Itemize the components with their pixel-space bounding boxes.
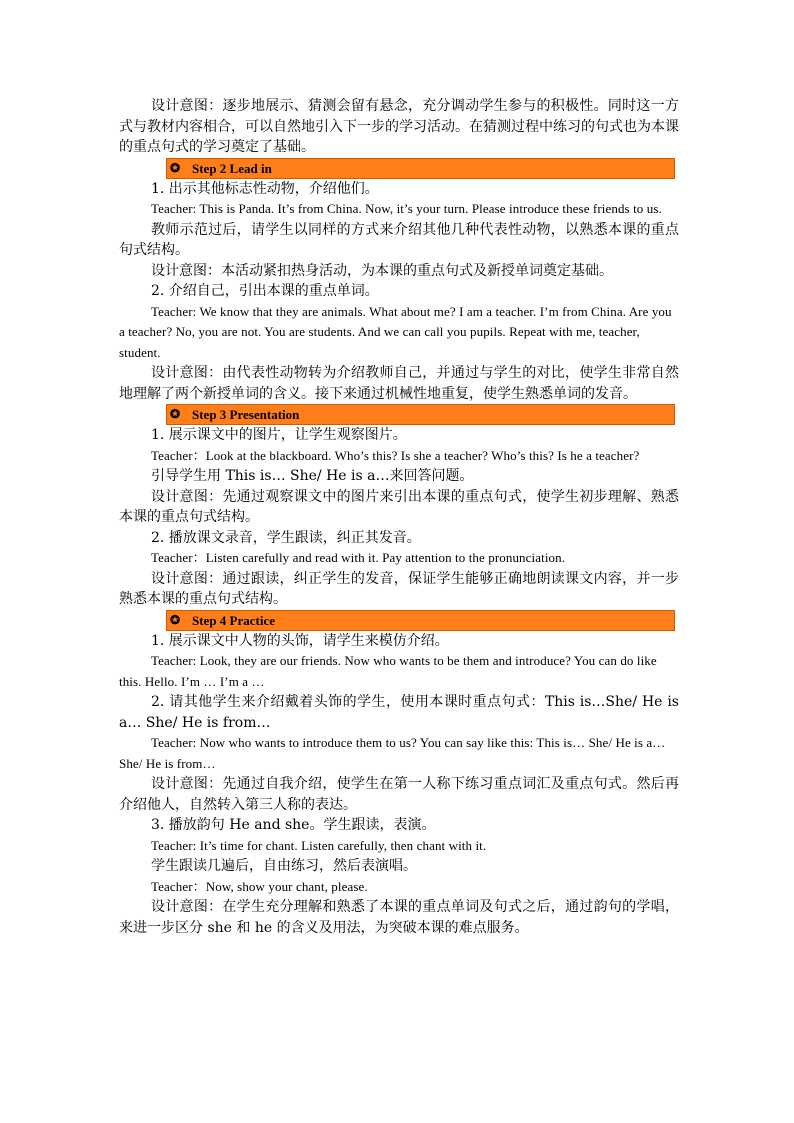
english-dialogue: Teacher：Listen carefully and read with it. Pay attention to the pronunciation.	[151, 550, 566, 565]
paragraph: 设计意图：通过跟读，纠正学生的发音，保证学生能够正确地朗读课文内容，并一步熟悉本课的重点句式结构。	[119, 570, 679, 607]
english-dialogue: Teacher：Now, show your chant, please.	[151, 878, 368, 894]
paragraph: 2. 播放课文录音，学生跟读，纠正其发音。	[151, 529, 421, 546]
step3-body	[119, 425, 679, 610]
star-bullet-icon: ✪	[170, 612, 181, 627]
paragraph: 1. 展示课文中的图片，让学生观察图片。	[151, 427, 407, 443]
paragraph: 2. 请其他学生来介绍戴着头饰的学生，使用本课时重点句式：This is…She/ He is a… She/ He is from…	[119, 694, 679, 731]
step2-body	[119, 179, 679, 405]
english-dialogue: Teacher: We know that they are animals. What about me? I am a teacher. I’m from China. Are you a teacher? No, you are not. You are students. And we can call you pupils. Repeat with me, teacher, student.	[119, 303, 672, 360]
document-page	[119, 96, 679, 938]
paragraph: 2. 介绍自己，引出本课的重点单词。	[151, 283, 379, 299]
intro-paragraph: 设计意图：逐步地展示、猜测会留有悬念，充分调动学生参与的积极性。同时这一方式与教材内容相合，可以自然地引入下一步的学习活动。在猜测过程中练习的句式也为本课的重点句式的学习奠定了基础。	[119, 98, 679, 155]
english-dialogue: Teacher: This is Panda. It’s from China. Now, it’s your turn. Please introduce these friends to us.	[151, 201, 662, 216]
star-bullet-icon: ✪	[170, 407, 181, 421]
english-dialogue: Teacher: Now who wants to introduce them to us? You can say like this: This is… She/ He is a… She/ He is from…	[119, 735, 666, 771]
paragraph: 1. 出示其他标志性动物，介绍他们。	[151, 180, 379, 197]
paragraph: 1. 展示课文中人物的头饰，请学生来模仿介绍。	[151, 632, 449, 649]
english-dialogue: Teacher: It’s time for chant. Listen carefully, then chant with it.	[151, 837, 487, 853]
english-dialogue: Teacher：Look at the blackboard. Who’s this? Is she a teacher? Who’s this? Is he a teacher?	[151, 447, 640, 463]
paragraph: 学生跟读几遍后，自由练习，然后表演唱。	[151, 858, 417, 874]
paragraph: 教师示范过后，请学生以同样的方式来介绍其他几种代表性动物，以熟悉本课的重点句式结构。	[119, 221, 679, 258]
step4-heading: ✪ Step 4 Practice	[166, 610, 675, 631]
step4-body	[119, 631, 679, 939]
paragraph: 引导学生用 This is… She/ He is a…来回答问题。	[151, 468, 474, 484]
step3-heading: ✪ Step 3 Presentation	[166, 404, 675, 425]
paragraph: 设计意图：先通过观察课文中的图片来引出本课的重点句式，使学生初步理解、熟悉本课的重点句式结构。	[119, 488, 679, 525]
paragraph: 设计意图：先通过自我介绍，使学生在第一人称下练习重点词汇及重点句式。然后再介绍他人，自然转入第三人称的表达。	[119, 776, 679, 813]
paragraph: 设计意图：在学生充分理解和熟悉了本课的重点单词及句式之后，通过韵句的学唱，来进一步区分 she 和 he 的含义及用法，为突破本课的难点服务。	[119, 899, 679, 936]
star-bullet-icon: ✪	[170, 160, 181, 175]
paragraph: 3. 播放韵句 He and she。学生跟读，表演。	[151, 817, 436, 833]
step2-heading: ✪ Step 2 Lead in	[166, 158, 675, 179]
paragraph: 设计意图：本活动紧扣热身活动，为本课的重点句式及新授单词奠定基础。	[151, 262, 613, 279]
paragraph: 设计意图：由代表性动物转为介绍教师自己，并通过与学生的对比，使学生非常自然地理解了两个新授单词的含义。接下来通过机械性地重复，使学生熟悉单词的发音。	[119, 365, 679, 402]
english-dialogue: Teacher: Look, they are our friends. Now who wants to be them and introduce? You can do like this. Hello. I’m … I’m a …	[119, 653, 657, 689]
